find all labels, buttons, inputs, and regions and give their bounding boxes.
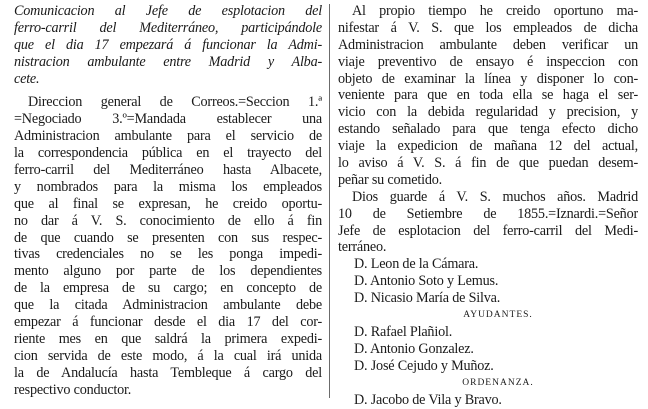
- title-line: nistracion ambulante entre Madrid y Alba-: [14, 53, 322, 70]
- body-line: Administracion ambulante deben verificar un: [338, 36, 638, 53]
- column-divider: [329, 4, 330, 398]
- body-line: que al final se expresan, he creido oportu-: [14, 195, 322, 212]
- staff-name: D. Jacobo de Vila y Bravo.: [354, 391, 502, 408]
- title-line: cete.: [14, 70, 40, 87]
- orderly-heading: ORDENANZA.: [462, 377, 534, 388]
- staff-list: [338, 256, 638, 408]
- left-column: [14, 3, 322, 399]
- staff-name: D. Leon de la Cámara.: [354, 256, 479, 273]
- body-line: lo aviso á V. S. á fin de que puedan desem-: [338, 155, 638, 172]
- body-line: cion servida de este modo, á la cual irá unida: [14, 347, 322, 364]
- body-line: empezar á funcionar desde el dia 17 del cor-: [14, 314, 322, 331]
- body-line: objeto de examinar la línea y disponer lo con-: [338, 70, 638, 87]
- staff-name: D. Antonio Soto y Lemus.: [354, 273, 499, 290]
- body-line: de que cuando se presenten con sus respec-: [14, 229, 322, 246]
- body-line: peñar su cometido.: [338, 171, 442, 188]
- body-line: que la citada Administracion ambulante debe: [14, 297, 322, 314]
- body-line: viaje preventivo de ensayo é inspeccion con: [338, 53, 638, 70]
- staff-name: D. Rafael Plañiol.: [354, 324, 453, 341]
- article-body-continued: [338, 3, 638, 189]
- body-line: Direccion general de Correos.=Seccion 1.ª: [28, 94, 322, 111]
- body-line: riente mes en que saldrá la primera expedi-: [14, 330, 322, 347]
- staff-name: D. José Cejudo y Muñoz.: [354, 357, 494, 374]
- body-line: vicio con la debida regularidad y precision, y: [338, 104, 638, 121]
- closing-line: Dios guarde á V. S. muchos años. Madrid: [352, 188, 638, 205]
- assistants-heading: AYUDANTES.: [463, 310, 533, 321]
- body-line: tivas credenciales no se les ponga impedi-: [14, 246, 322, 263]
- title-line: ferro-carril del Mediterráneo, participándole: [14, 19, 322, 36]
- body-line: nifestar á V. S. que los empleados de dicha: [338, 19, 638, 36]
- body-line: y nombrados para la misma los empleados: [14, 178, 322, 195]
- closing-line: Jefe de esplotacion del ferro-carril del Medi-: [338, 222, 638, 239]
- body-line: no dar á V. S. conocimiento de ello á fin: [14, 212, 322, 229]
- body-line: estando señalado para que tenga efecto dicho: [338, 121, 638, 138]
- body-line: =Negociado 3.º=Mandada establecer una: [14, 111, 322, 128]
- article-title: [14, 3, 322, 87]
- body-line: la correspondencia pública en el trayecto del: [14, 145, 322, 162]
- body-line: la de Andalucía hasta Tembleque á cargo del: [14, 364, 322, 381]
- staff-name: D. Nicasio María de Silva.: [354, 290, 501, 307]
- body-line: Administracion ambulante para el servicio de: [14, 128, 322, 145]
- article-body: [14, 94, 322, 398]
- closing-line: terráneo.: [338, 239, 387, 256]
- body-line: de la empresa de su cargo; en concepto de: [14, 280, 322, 297]
- body-line: ferro-carril del Mediterráneo hasta Albacete,: [14, 162, 322, 179]
- body-line: Al propio tiempo he creido oportuno ma-: [352, 3, 638, 19]
- body-line: veniente para que en toda ella se haga el ser-: [338, 87, 638, 104]
- body-line: respectivo conductor.: [14, 381, 132, 398]
- spacer: [14, 87, 322, 94]
- right-column: [338, 3, 638, 409]
- body-line: viaje la expedicion de mañana 12 del actual,: [338, 138, 638, 155]
- title-line: Comunicacion al Jefe de esplotacion del: [14, 3, 322, 19]
- title-line: que el dia 17 empezará á funcionar la Admi-: [14, 36, 322, 53]
- closing-signature: [338, 189, 638, 257]
- staff-name: D. Antonio Gonzalez.: [354, 341, 474, 358]
- closing-line: 10 de Setiembre de 1855.=Iznardi.=Señor: [338, 205, 638, 222]
- body-line: mento alguno por parte de los dependientes: [14, 263, 322, 280]
